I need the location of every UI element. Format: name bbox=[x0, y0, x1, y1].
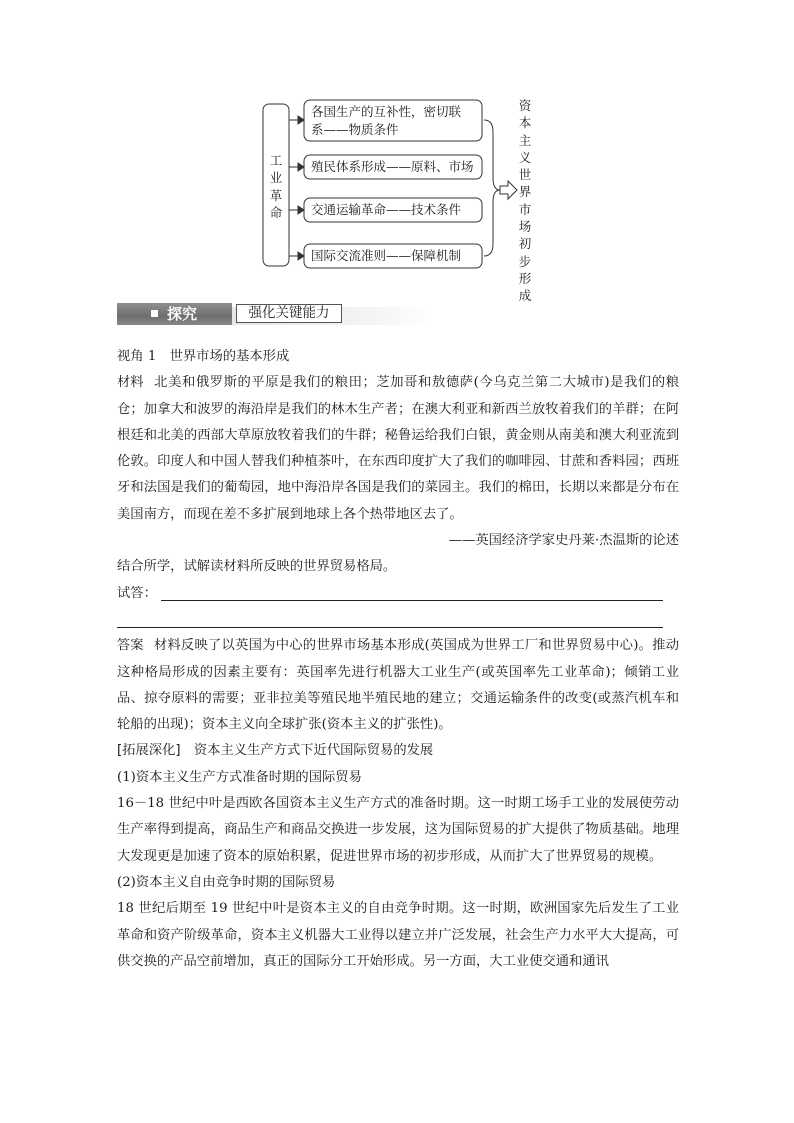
answer-input-line[interactable] bbox=[117, 581, 679, 607]
expand-tag: [拓展深化] bbox=[117, 743, 181, 759]
left-label: 工业革命 bbox=[269, 153, 283, 220]
try-label: 试答： bbox=[117, 585, 157, 601]
section-subtitle-box bbox=[236, 304, 342, 323]
answer-paragraph bbox=[117, 633, 679, 738]
expand-title: 资本主义生产方式下近代国际贸易的发展 bbox=[193, 743, 434, 759]
section-subtitle: 强化关键能力 bbox=[248, 305, 330, 321]
view-title: 视角 1 世界市场的基本形成 bbox=[117, 349, 290, 364]
sub2-text: 18 世纪后期至 19 世纪中叶是资本主义的自由竞争时期。这一时期，欧洲国家先后发生了工业革命和资产阶级革命，资本主义机器大工业得以建立并广泛发展，社会生产力水平大大提高，可供交换的产品空前增加，真正的国际分工开始形成。另一方面，大工业使交通和通讯 bbox=[117, 901, 679, 969]
answer-input-line-2[interactable] bbox=[117, 607, 679, 633]
result-label: 资本主义世界市场初步形成 bbox=[518, 98, 532, 304]
main-content bbox=[117, 344, 679, 975]
expand-heading bbox=[117, 738, 679, 764]
section-header bbox=[117, 303, 432, 325]
box-1-line-2: 系——物质条件 bbox=[311, 122, 399, 137]
box-1-line-1: 各国生产的互补性，密切联 bbox=[311, 104, 462, 119]
material-text: 北美和俄罗斯的平原是我们的粮田；芝加哥和敖德萨(今乌克兰第二大城市)是我们的粮仓；加拿大和波罗的海沿岸是我们的林木生产者；在澳大利亚和新西兰放牧着我们的羊群；在阿根廷和北美的西部大草原放牧着我们的牛群；秘鲁运给我们白银，黄金则从南美和澳大利亚流到伦敦。印度人和中国人替我们种植茶叶，在东西印度扩大了我们的咖啡园、甘蔗和香料园；西班牙和法国是我们的葡萄园，地中海沿岸各国是我们的菜园主。我们的棉田，长期以来都是分布在美国南方，而现在差不多扩展到地球上各个热带地区去了。 bbox=[117, 375, 679, 522]
box-4-text: 国际交流准则——保障机制 bbox=[311, 248, 462, 263]
box-3-text: 交通运输革命——技术条件 bbox=[311, 202, 462, 217]
right-brace bbox=[484, 120, 500, 256]
answer-text: 材料反映了以英国为中心的世界市场基本形成(英国成为世界工厂和世界贸易中心)。推动这种格局形成的因素主要有：英国率先进行机器大工业生产(或英国率先工业革命)；倾销工业品、掠夺原料的需要；亚非拉美等殖民地半殖民地的建立；交通运输条件的改变(或蒸汽机车和轮船的出现)；资本主义向全球扩张(资本主义的扩张性)。 bbox=[117, 638, 679, 733]
material-label: 材料 bbox=[117, 375, 144, 391]
attribution: ——英国经济学家史丹莱·杰温斯的论述 bbox=[448, 533, 679, 549]
sub1-text: 16－18 世纪中叶是西欧各国资本主义生产方式的准备时期。这一时期工场手工业的发展使劳动生产率得到提高，商品生产和商品交换进一步发展，这为国际贸易的扩大提供了物质基础。地理大发现更是加速了资本的原始积累，促进世界市场的初步形成，从而扩大了世界贸易的规模。 bbox=[117, 796, 679, 864]
answer-rule-1 bbox=[161, 599, 663, 601]
section-header-dark bbox=[117, 303, 232, 325]
question: 结合所学，试解读材料所反映的世界贸易格局。 bbox=[117, 559, 397, 575]
sub1-title: (1)资本主义生产方式准备时期的国际贸易 bbox=[117, 769, 362, 785]
material-paragraph bbox=[117, 370, 679, 528]
arrow bbox=[500, 181, 517, 199]
box-2-text: 殖民体系形成——原料、市场 bbox=[311, 159, 474, 174]
concept-diagram bbox=[0, 0, 794, 304]
sub2-title: (2)资本主义自由竞争时期的国际贸易 bbox=[117, 874, 336, 890]
square-bullet-icon bbox=[151, 310, 158, 317]
section-title: 探究 bbox=[167, 305, 198, 323]
answer-rule-2 bbox=[117, 627, 663, 628]
answer-label: 答案 bbox=[117, 638, 144, 654]
